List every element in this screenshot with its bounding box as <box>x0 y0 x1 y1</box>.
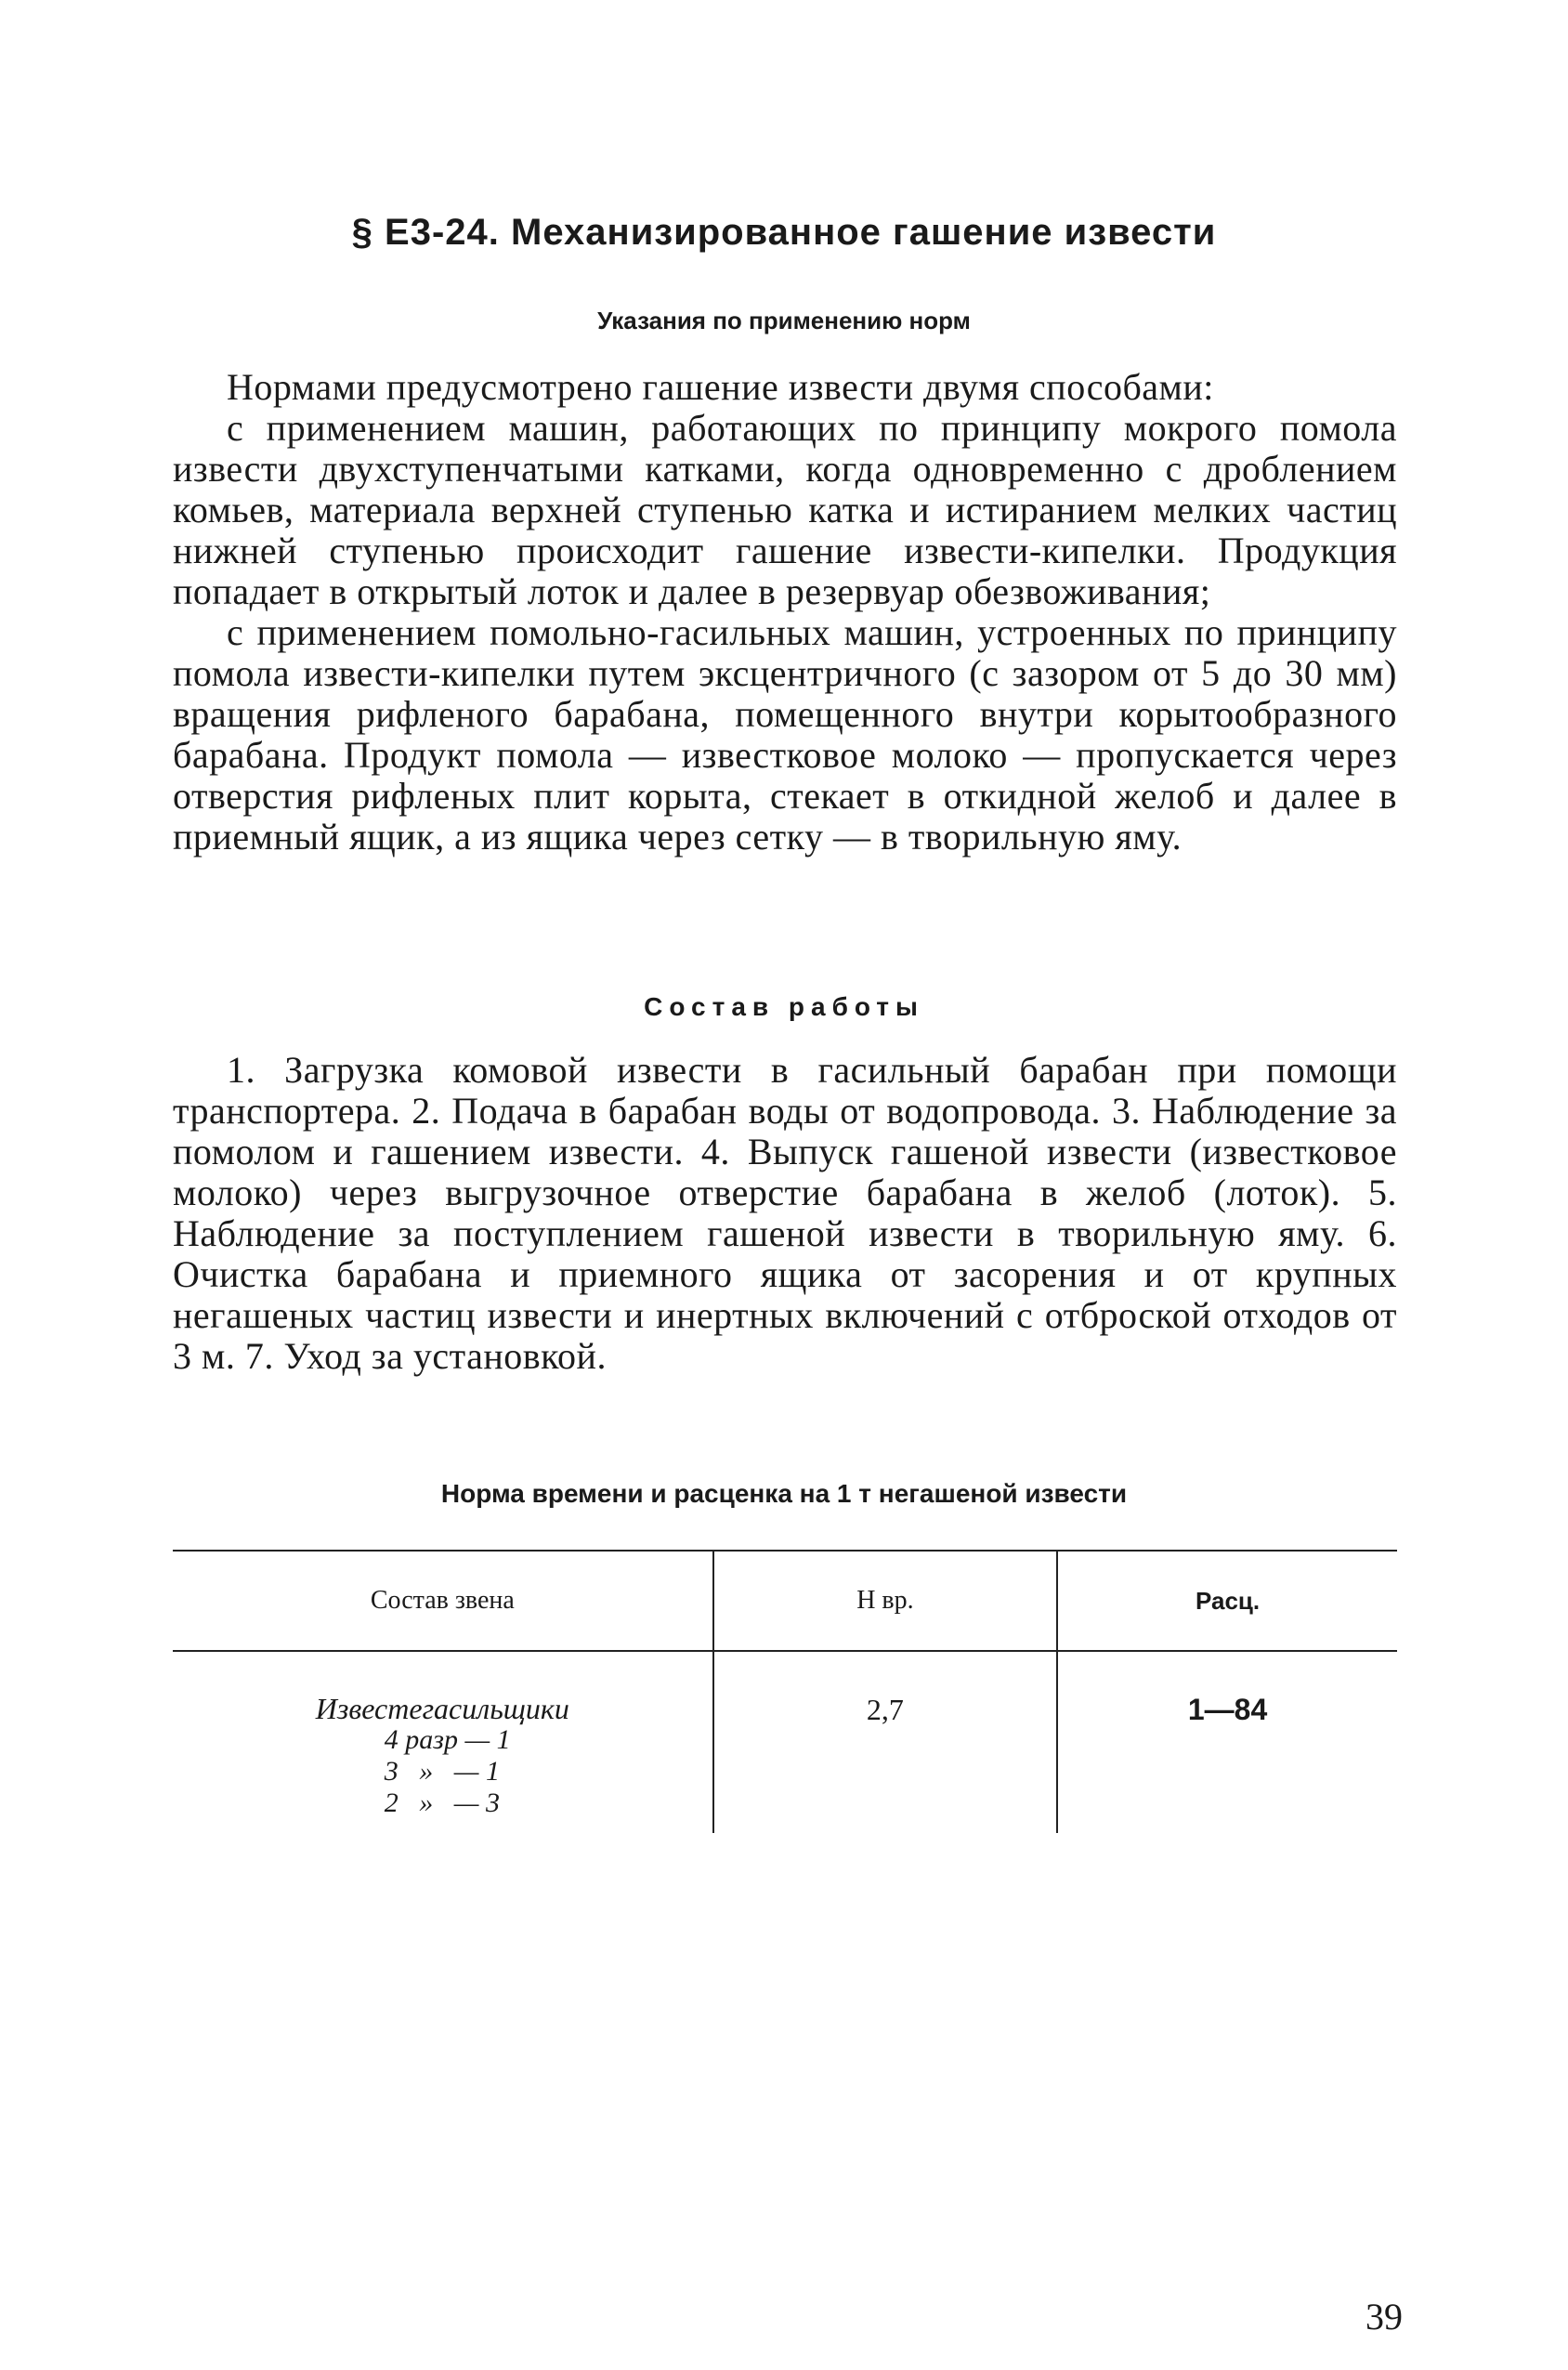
norm-table <box>173 1550 1397 1833</box>
crew-cell <box>173 1651 713 1833</box>
crew-trade: Известегасильщики <box>315 1692 569 1725</box>
header-time: Н вр. <box>713 1551 1057 1651</box>
table-title: Норма времени и расценка на 1 т негашеной извести <box>440 1479 1128 1508</box>
rate-cell: 1—84 <box>1057 1651 1397 1833</box>
page-number: 39 <box>1365 2296 1403 2337</box>
section-subtitle: Указания по применению норм <box>597 307 971 334</box>
intro-paragraph: с применением машин, работающих по принципу мокрого помола извести двухступенчатыми катками, когда одновременно с дроблением комьев, материала верхней ступенью катка и истиранием мелких частиц нижней ступенью происходит гашение извести-кипелки. Продукция попадает в открытый лоток и далее в резервуар обезвоживания; <box>173 407 1397 612</box>
table-row <box>173 1651 1397 1833</box>
crew-composition <box>316 1693 569 1819</box>
crew-grade-line: 4 разр — 1 <box>384 1724 511 1755</box>
section-title: § Е3-24. Механизированное гашение извести <box>351 212 1217 253</box>
work-paragraph: 1. Загрузка комовой извести в гасильный барабан при помощи транспортера. 2. Подача в барабан воды от водопровода. 3. Наблюдение за помолом и гашением извести. 4. Выпуск гашеной извести (известковое молоко) через выгрузочное отверстие барабана в желоб (лоток). 5. Наблюдение за поступлением гашеной извести в творильную яму. 6. Очистка барабана и приемного ящика от засорения и от крупных негашеных частиц извести и инертных включений с отброской отходов от 3 м. 7. Уход за установкой. <box>173 1049 1397 1377</box>
work-text <box>173 1050 1397 1377</box>
crew-grade-line: 3 » — 1 <box>384 1756 500 1787</box>
crew-grade-line: 2 » — 3 <box>384 1787 500 1818</box>
table-header-row <box>173 1551 1397 1651</box>
intro-text <box>173 367 1397 858</box>
header-rate: Расц. <box>1057 1551 1397 1651</box>
header-crew: Состав звена <box>173 1551 713 1651</box>
intro-paragraph: Нормами предусмотрено гашение извести двумя способами: <box>227 366 1214 408</box>
time-norm-cell: 2,7 <box>713 1651 1057 1833</box>
intro-paragraph: с применением помольно-гасильных машин, устроенных по принципу помола извести-кипелки путем эксцентричного (с зазором от 5 до 30 мм) вращения рифленого барабана, помещенного внутри корытообразного барабана. Продукт помола — известковое молоко — пропускается через отверстия рифленых плит корыта, стекает в откидной желоб и далее в приемный ящик, а из ящика через сетку — в творильную яму. <box>173 611 1397 858</box>
work-heading: Состав работы <box>644 992 924 1021</box>
